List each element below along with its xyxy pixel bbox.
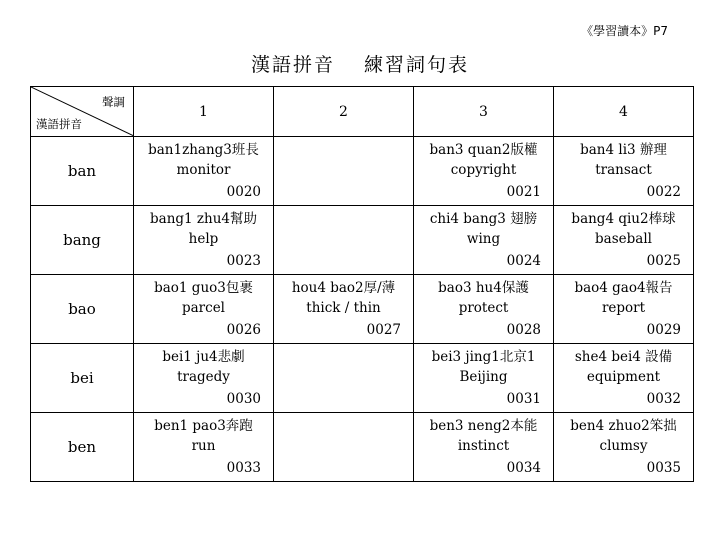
word-meaning: help (188, 231, 219, 247)
word-pinyin: bao3 hu4保護 (438, 280, 529, 296)
word-code: 0024 (506, 253, 541, 269)
word-meaning: Beijing (459, 369, 508, 385)
word-code: 0031 (506, 391, 541, 407)
row-syllable: bei (31, 344, 134, 413)
word-pinyin: she4 bei4 設備 (574, 349, 673, 365)
word-cell (134, 206, 274, 275)
table-row (31, 275, 694, 344)
word-pinyin: ban4 li3 辦理 (580, 142, 667, 158)
source-reference: 《學習讀本》P7 (581, 24, 668, 38)
table-row (31, 413, 694, 482)
word-cell (554, 344, 694, 413)
word-code: 0020 (226, 184, 261, 200)
corner-cell (31, 87, 134, 137)
word-meaning: instinct (457, 438, 510, 454)
word-code: 0035 (646, 460, 681, 476)
word-code: 0022 (646, 184, 681, 200)
word-cell (414, 137, 554, 206)
table-row (31, 137, 694, 206)
word-cell (274, 275, 414, 344)
table-row (31, 344, 694, 413)
word-pinyin: bang1 zhu4幫助 (150, 211, 257, 227)
word-meaning: protect (458, 300, 509, 316)
word-cell (134, 344, 274, 413)
row-syllable: bao (31, 275, 134, 344)
tone-header: 3 (414, 87, 554, 137)
pinyin-label: 漢語拼音 (36, 117, 82, 131)
word-cell (274, 344, 414, 413)
row-syllable: ban (31, 137, 134, 206)
word-pinyin: chi4 bang3 翅膀 (429, 211, 538, 227)
row-syllable: bang (31, 206, 134, 275)
word-cell (134, 275, 274, 344)
page-title: 漢語拼音 練習詞句表 (250, 54, 470, 76)
word-pinyin: bao1 guo3包裹 (154, 280, 253, 296)
word-meaning: report (601, 300, 646, 316)
word-cell (414, 275, 554, 344)
word-code: 0033 (226, 460, 261, 476)
word-pinyin: hou4 bao2厚/薄 (291, 280, 396, 296)
word-cell (554, 275, 694, 344)
word-cell (414, 413, 554, 482)
table-row (31, 206, 694, 275)
word-code: 0034 (506, 460, 541, 476)
practice-table (30, 86, 694, 482)
word-code: 0026 (226, 322, 261, 338)
word-pinyin: ban1zhang3班長 (148, 142, 259, 158)
word-code: 0030 (226, 391, 261, 407)
tone-header: 2 (274, 87, 414, 137)
word-cell (134, 413, 274, 482)
word-code: 0023 (226, 253, 261, 269)
word-meaning: thick / thin (306, 300, 381, 316)
word-meaning: equipment (586, 369, 661, 385)
word-cell (414, 206, 554, 275)
word-code: 0027 (366, 322, 401, 338)
word-pinyin: ben3 neng2本能 (429, 418, 538, 434)
tone-header: 1 (134, 87, 274, 137)
word-pinyin: ban3 quan2版權 (429, 142, 538, 158)
word-code: 0025 (646, 253, 681, 269)
word-meaning: run (191, 438, 216, 454)
word-meaning: monitor (176, 162, 231, 178)
word-cell (134, 137, 274, 206)
word-cell (274, 137, 414, 206)
tone-label: 聲調 (102, 95, 125, 109)
word-meaning: clumsy (599, 438, 648, 454)
word-meaning: parcel (181, 300, 225, 316)
word-meaning: transact (595, 162, 652, 178)
word-meaning: wing (466, 231, 501, 247)
word-cell (274, 413, 414, 482)
word-pinyin: bao4 gao4報告 (574, 280, 673, 296)
word-cell (414, 344, 554, 413)
word-meaning: copyright (450, 162, 517, 178)
header-row (31, 87, 694, 137)
word-code: 0028 (506, 322, 541, 338)
word-pinyin: ben1 pao3奔跑 (154, 418, 253, 434)
word-cell (274, 206, 414, 275)
word-cell (554, 137, 694, 206)
word-code: 0029 (646, 322, 681, 338)
word-cell (554, 413, 694, 482)
word-meaning: baseball (595, 231, 652, 247)
tone-header: 4 (554, 87, 694, 137)
word-code: 0032 (646, 391, 681, 407)
word-pinyin: bei1 ju4悲劇 (162, 349, 245, 365)
word-pinyin: bang4 qiu2棒球 (571, 211, 676, 227)
word-code: 0021 (506, 184, 541, 200)
word-pinyin: ben4 zhuo2笨拙 (570, 418, 677, 434)
row-syllable: ben (31, 413, 134, 482)
word-cell (554, 206, 694, 275)
word-pinyin: bei3 jing1北京1 (431, 349, 536, 365)
word-meaning: tragedy (177, 369, 230, 385)
